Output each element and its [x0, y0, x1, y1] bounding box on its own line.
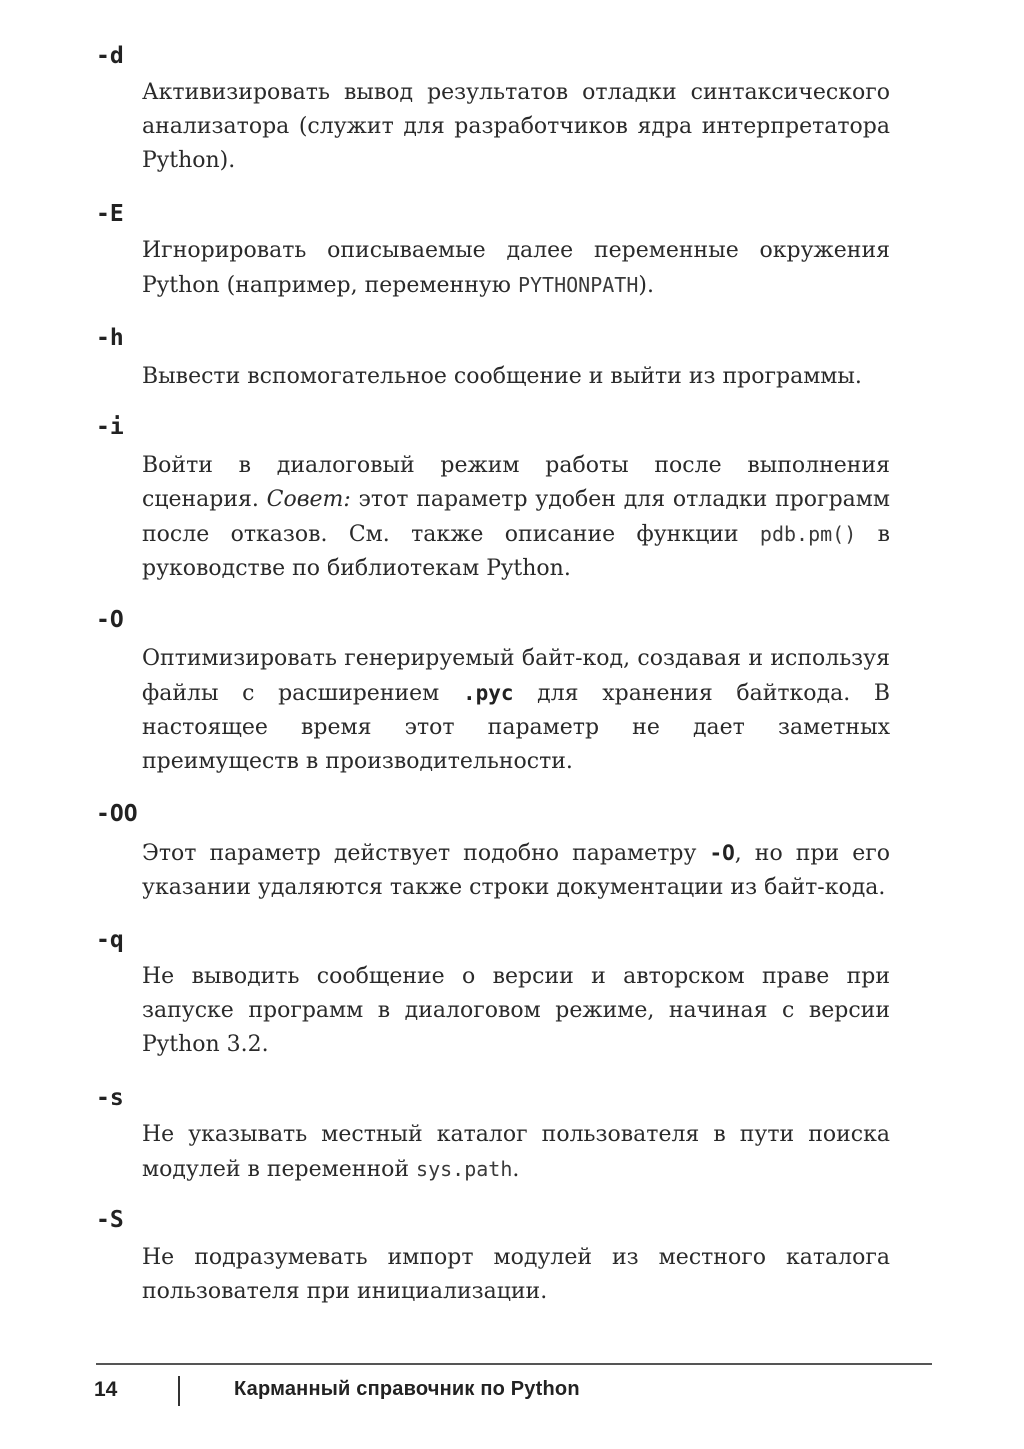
- footer-separator: [178, 1376, 180, 1406]
- option-i-text-middle: этот параметр удобен для отладки программ после отказов. См. также описание функции: [142, 487, 890, 547]
- option-h-label: -h: [96, 325, 124, 351]
- option-h-description: [142, 360, 890, 394]
- option-i-description: [142, 449, 890, 586]
- option-E-code: PYTHONPATH: [517, 273, 639, 297]
- option-E-text-after: ).: [638, 273, 654, 298]
- option-i-text-after: в руководстве по библиотекам Python.: [142, 522, 890, 581]
- option-s-text-after: .: [512, 1157, 520, 1182]
- option-d-text: Активизировать вывод результатов отладки синтаксического анализатора (служит для разработчиков ядра интерпретатора Python).: [142, 80, 890, 173]
- option-q-label: -q: [96, 927, 124, 953]
- option-O-code: .pyc: [462, 681, 514, 705]
- page-number: 14: [94, 1378, 118, 1401]
- option-s-label: -s: [96, 1085, 124, 1111]
- option-q-description: [142, 960, 890, 1062]
- option-OO-text-after: , но при его указании удаляются также строки документации из байт-кода.: [142, 841, 890, 900]
- option-S-text: Не подразумевать импорт модулей из местного каталога пользователя при инициализации.: [142, 1245, 890, 1304]
- option-h-text: Вывести вспомогательное сообщение и выйти из программы.: [142, 364, 862, 389]
- option-S-label: -S: [96, 1207, 124, 1233]
- option-OO-label: -OO: [96, 801, 138, 827]
- option-O-label: -O: [96, 607, 124, 633]
- option-i-emphasis: Совет:: [266, 487, 351, 512]
- option-E-description: [142, 234, 890, 303]
- option-s-description: [142, 1118, 890, 1187]
- option-d-description: [142, 76, 890, 178]
- option-s-text-before: Не указывать местный каталог пользователя в пути поиска модулей в переменной: [142, 1122, 890, 1182]
- footer-rule: [96, 1363, 932, 1365]
- running-title: Карманный справочник по Python: [234, 1378, 580, 1400]
- option-OO-text-before: Этот параметр действует подобно параметру: [142, 841, 710, 866]
- option-q-text: Не выводить сообщение о версии и авторском праве при запуске программ в диалоговом режиме, начиная с версии Python 3.2.: [142, 964, 890, 1057]
- option-d-label: -d: [96, 43, 124, 69]
- option-i-text-before: Войти в диалоговый режим работы после выполнения сценария.: [142, 453, 890, 512]
- option-i-code: pdb.pm(): [759, 522, 857, 546]
- option-E-label: -E: [96, 201, 124, 227]
- option-i-label: -i: [96, 414, 124, 440]
- option-OO-code: -O: [709, 841, 735, 865]
- option-O-text-before: Оптимизировать генерируемый байт-код, создавая и используя файлы с расширением: [142, 646, 890, 706]
- option-E-text-before: Игнорировать описываемые далее переменные окружения Python (например, переменную: [142, 238, 890, 298]
- option-S-description: [142, 1241, 890, 1309]
- option-s-code: sys.path: [416, 1157, 513, 1181]
- option-O-description: [142, 642, 890, 779]
- option-OO-description: [142, 836, 890, 905]
- option-O-text-after: для хранения байткода. В настоящее время этот параметр не дает заметных преимуществ в производительности.: [142, 681, 890, 774]
